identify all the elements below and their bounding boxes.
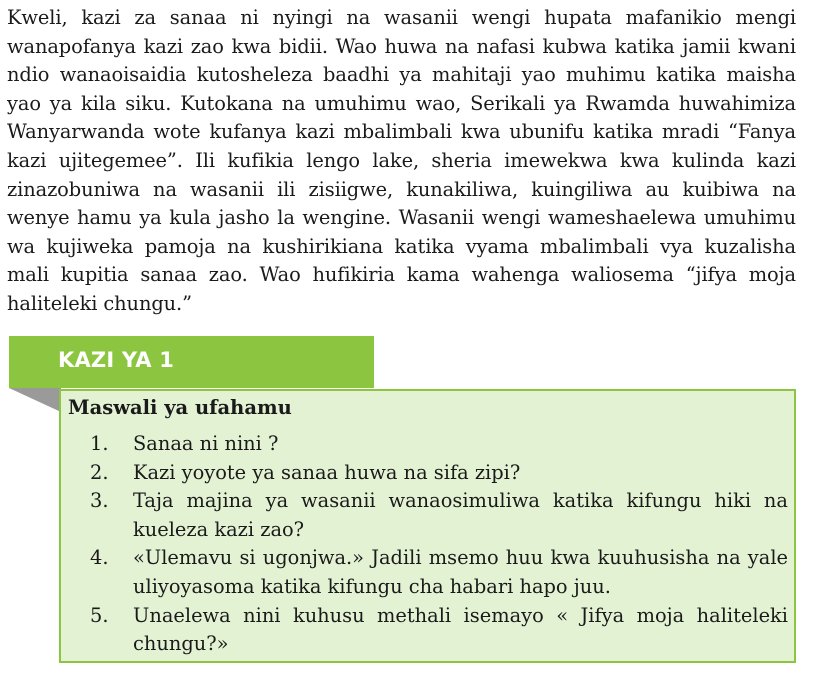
question-text: «Ulemavu si ugonjwa.» Jadili msemo huu kwa kuuhusisha na yale uliyoyasoma katika kifungu cha habari hapo juu.	[133, 546, 788, 598]
question-text: Sanaa ni nini ?	[133, 432, 279, 455]
question-number: 1.	[90, 432, 109, 455]
question-item	[61, 487, 796, 544]
question-number: 3.	[90, 489, 109, 513]
header-fold-shadow	[9, 388, 61, 412]
question-item	[61, 459, 796, 488]
question-number: 4.	[90, 546, 109, 570]
question-item	[61, 602, 796, 659]
questions-box	[59, 389, 796, 663]
question-item	[61, 544, 796, 601]
questions-list	[61, 430, 796, 659]
task-header	[9, 336, 374, 388]
question-text: Kazi yoyote ya sanaa huwa na sifa zipi?	[133, 460, 521, 484]
question-text: Taja majina ya wasanii wanaosimuliwa katika kifungu hiki na kueleza kazi zao?	[133, 489, 788, 541]
question-number: 2.	[90, 460, 109, 484]
question-text: Unaelewa nini kuhusu methali isemayo « Jifya moja haliteleki chungu?»	[133, 603, 788, 656]
question-item	[61, 430, 796, 459]
question-number: 5.	[90, 603, 109, 627]
passage-text: Kweli, kazi za sanaa ni nyingi na wasanii wengi hupata mafanikio mengi wanapofanya kazi zao kwa bidii. Wao huwa na nafasi kubwa katika jamii kwani ndio wanaoisaidia kutosheleza baadhi ya mahitaji yao muhimu katika maisha yao ya kila siku. Kutokana na umuhimu wao, Serikali ya Rwamda huwahimiza Wanyarwanda wote kufanya kazi mbalimbali kwa ubunifu katika mradi “Fanya kazi ujitegemee”. Ili kufikia lengo lake, sheria imewekwa kwa kulinda kazi zinazobuniwa na wasanii ili zisiigwe, kunakiliwa, kuingiliwa au kuibiwa na wenye hamu ya kula jasho la wengine. Wasanii wengi wameshaelewa umuhimu wa kujiweka pamoja na kushirikiana katika vyama mbalimbali vya kuzalisha mali kupitia sanaa zao. Wao hufikiria kama wahenga waliosema “jifya moja haliteleki chungu.”	[7, 6, 796, 315]
task-title: KAZI YA 1	[58, 348, 175, 372]
questions-subtitle: Maswali ya ufahamu	[68, 396, 292, 419]
